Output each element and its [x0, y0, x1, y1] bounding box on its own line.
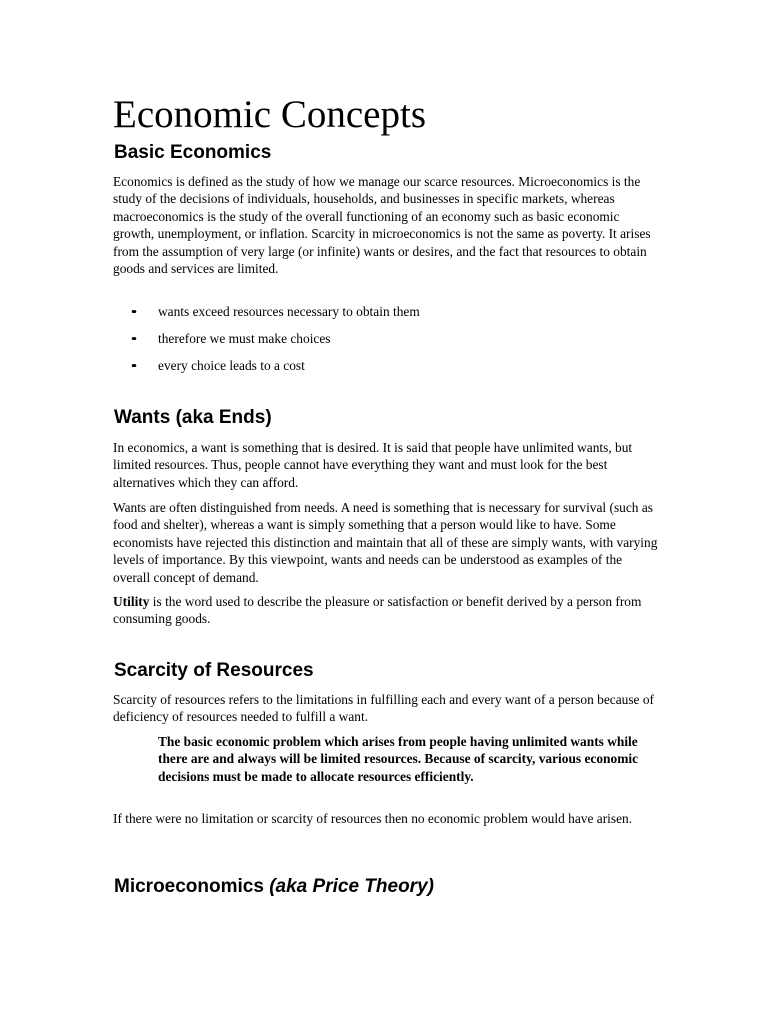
microeconomics-heading-italic: (aka Price Theory) [269, 876, 434, 897]
section-heading-basic-economics: Basic Economics [114, 142, 272, 163]
bullet-icon: •• [131, 331, 135, 346]
utility-term: Utility [113, 594, 150, 609]
microeconomics-heading-text: Microeconomics [114, 876, 264, 897]
paragraph-basic-economics: Economics is defined as the study of how we manage our scarce resources. Microeconomics is the study of the decisions of individuals, households, and businesses in specific markets, whereas macroeconomics is the study of the overall functioning of an economy such as basic economic growth, unemployment, or inflation. Scarcity in microeconomics is not the same as poverty. It arises from the assumption of very large (or infinite) wants or desires, and the fact that resources to obtain goods and services are limited. [113, 174, 651, 277]
utility-text: is the word used to describe the pleasure or satisfaction or benefit derived by a person from consuming goods. [113, 594, 642, 627]
paragraph-wants-2: Wants are often distinguished from needs. A need is something that is necessary for survival (such as food and shelter), whereas a want is simply something that a person would like to have. Some economists have rejected this distinction and maintain that all of these are simply wants, with varying levels of importance. By this viewpoint, wants and needs can be understood as examples of the overall concept of demand. [113, 500, 658, 585]
paragraph-utility [113, 593, 658, 628]
quote-basic-economic-problem: The basic economic problem which arises from people having unlimited wants while there are and always will be limited resources. Because of scarcity, various economic decisions must be made to allocate resources efficiently. [158, 734, 639, 784]
paragraph-scarcity: Scarcity of resources refers to the limitations in fulfilling each and every want of a person because of deficiency of resources needed to fulfill a want. [113, 692, 655, 725]
section-heading-microeconomics [114, 875, 434, 899]
bullet-icon: •• [131, 358, 135, 373]
bullet-text: every choice leads to a cost [158, 358, 305, 373]
bullet-text: therefore we must make choices [158, 331, 331, 346]
section-heading-scarcity: Scarcity of Resources [114, 660, 314, 681]
bullet-icon: •• [131, 304, 135, 319]
paragraph-wants-1: In economics, a want is something that is desired. It is said that people have unlimited wants, but limited resources. Thus, people cannot have everything they want and must look for the best alternatives which they can afford. [113, 440, 633, 490]
bullet-text: wants exceed resources necessary to obtain them [158, 304, 420, 319]
section-heading-wants: Wants (aka Ends) [114, 407, 272, 428]
paragraph-scarcity-closing: If there were no limitation or scarcity of resources then no economic problem would have arisen. [113, 811, 633, 826]
document-title: Economic Concepts [113, 93, 427, 136]
